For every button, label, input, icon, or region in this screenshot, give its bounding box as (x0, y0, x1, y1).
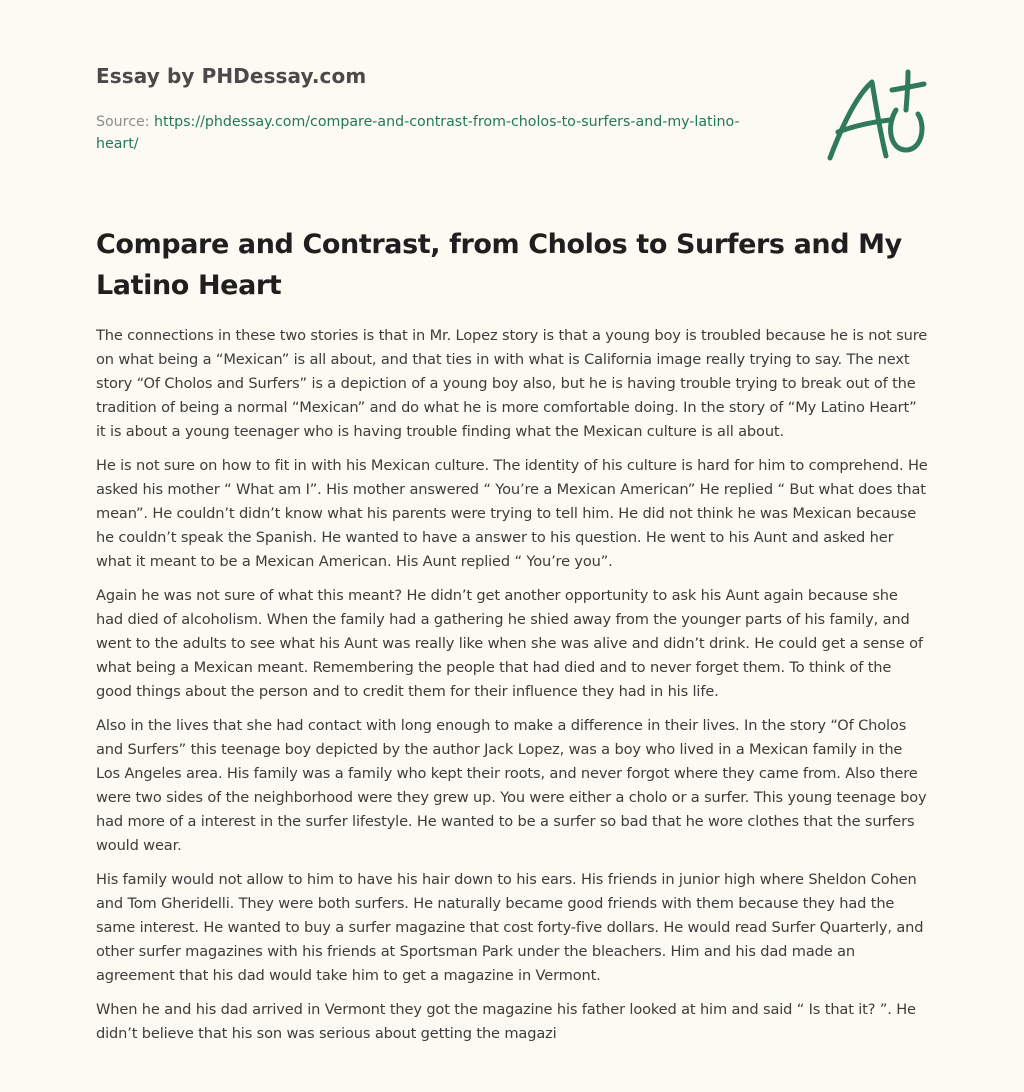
essay-paragraph: He is not sure on how to fit in with his Mexican culture. The identity of his culture is hard for him to comprehend. He asked his mother “ What am I”. His mother answered “ You’re a Mexican American” He replied “ But what does that mean”. He couldn’t didn’t know what his parents were trying to tell him. He did not think he was Mexican because he couldn’t speak the Spanish. He wanted to have a answer to his question. He went to his Aunt and asked her what it meant to be a Mexican American. His Aunt replied “ You’re you”. (96, 457, 928, 570)
source-label: Source: (96, 114, 150, 130)
source-link[interactable]: https://phdessay.com/compare-and-contrast-from-cholos-to-surfers-and-my-latino-heart/ (96, 114, 740, 152)
essay-paragraph: When he and his dad arrived in Vermont they got the magazine his father looked at him and said “ Is that it? ”. He didn’t believe that his son was serious about getting the magazi (96, 1001, 916, 1042)
essay-paragraph: The connections in these two stories is that in Mr. Lopez story is that a young boy is troubled because he is not sure on what being a “Mexican” is all about, and that ties in with what is California image really trying to say. The next story “Of Cholos and Surfers” is a depiction of a young boy also, but he is having trouble trying to break out of the tradition of being a normal “Mexican” and do what he is more comfortable doing. In the story of “My Latino Heart” it is about a young teenager who is having trouble finding what the Mexican culture is all about. (96, 327, 928, 440)
essay-paragraph: Also in the lives that she had contact with long enough to make a difference in their lives. In the story “Of Cholos and Surfers” this teenage boy depicted by the author Jack Lopez, was a boy who lived in a Mexican family in the Los Angeles area. His family was a family who kept their roots, and never forgot where they came from. Also there were two sides of the neighborhood were they grew up. You were either a cholo or a surfer. This young teenage boy had more of a interest in the surfer lifestyle. He wanted to be a surfer so bad that he wore clothes that the surfers would wear. (96, 717, 927, 854)
source-line (96, 111, 776, 155)
essay-body (96, 324, 928, 1056)
site-brand: Essay by PHDessay.com (96, 64, 367, 88)
essay-title: Compare and Contrast, from Cholos to Surfers and My Latino Heart (96, 229, 902, 301)
essay-paragraph: Again he was not sure of what this meant? He didn’t get another opportunity to ask his Aunt again because she had died of alcoholism. When the family had a gathering he shied away from the younger parts of his family, and went to the adults to see what his Aunt was really like when she was alive and didn’t drink. He could get a sense of what being a Mexican meant. Remembering the people that had died and to never forget them. To think of the good things about the person and to credit them for their influence they had in his life. (96, 587, 923, 700)
a-plus-grade-icon (820, 66, 932, 166)
essay-paragraph: His family would not allow to him to have his hair down to his ears. His friends in junior high where Sheldon Cohen and Tom Gheridelli. They were both surfers. He naturally became good friends with them because they had the same interest. He wanted to buy a surfer magazine that cost forty-five dollars. He would read Surfer Quarterly, and other surfer magazines with his friends at Sportsman Park under the bleachers. Him and his dad made an agreement that his dad would take him to get a magazine in Vermont. (96, 871, 924, 984)
